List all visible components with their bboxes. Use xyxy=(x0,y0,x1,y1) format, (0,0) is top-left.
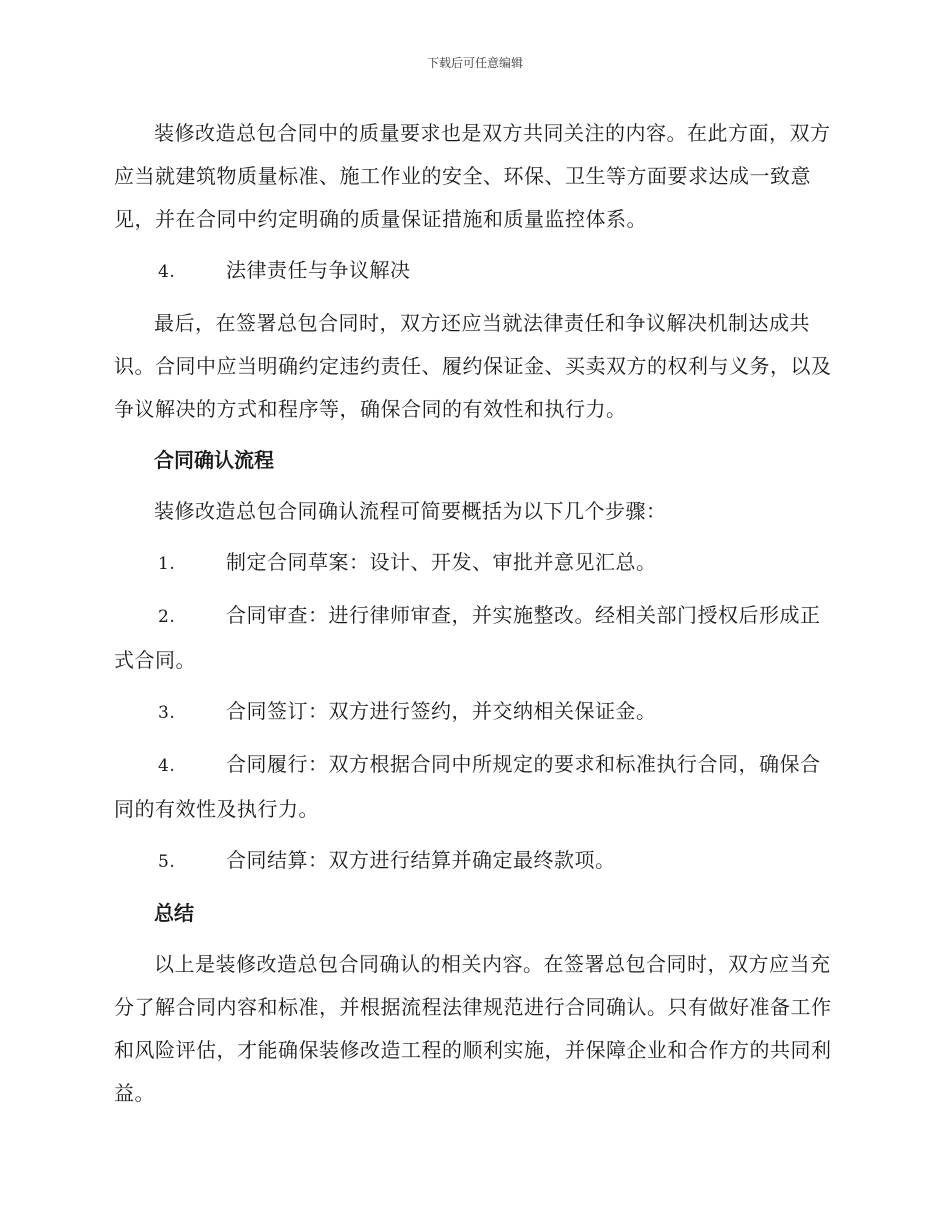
step-number: 2. xyxy=(158,607,176,627)
step-number: 4. xyxy=(158,756,176,776)
step-text: 制定合同草案：设计、开发、审批并意见汇总。 xyxy=(226,550,657,574)
paragraph-summary: 以上是装修改造总包合同确认的相关内容。在签署总包合同时，双方应当充分了解合同内容和标准，并根据流程法律规范进行合同确认。只有做好准备工作和风险评估，才能确保装修改造工程的顺利实施，并保障企业和合作方的共同利益。 xyxy=(114,952,832,1105)
step-item xyxy=(114,743,834,831)
step-item xyxy=(114,690,834,735)
step-text: 合同履行：双方根据合同中所规定的要求和标准执行合同，确保合同的有效性及执行力。 xyxy=(114,752,821,821)
page-header: 下载后可任意编辑 xyxy=(426,56,523,70)
heading-summary: 总结 xyxy=(154,901,194,925)
step-item xyxy=(114,839,834,884)
paragraph-process-intro: 装修改造总包合同确认流程可简要概括为以下几个步骤： xyxy=(154,499,667,523)
step-number: 3. xyxy=(158,703,176,723)
step-number: 5. xyxy=(158,852,176,872)
step-text: 合同签订：双方进行签约，并交纳相关保证金。 xyxy=(226,699,657,723)
paragraph-legal-liability: 最后，在签署总包合同时，双方还应当就法律责任和争议解决机制达成共识。合同中应当明确约定违约责任、履约保证金、买卖双方的权利与义务，以及争议解决的方式和程序等，确保合同的有效性和执行力。 xyxy=(114,311,832,421)
section-number: 4. xyxy=(158,262,176,282)
step-item xyxy=(114,594,834,682)
step-number: 1. xyxy=(158,554,176,574)
step-item xyxy=(114,541,834,586)
section-title: 法律责任与争议解决 xyxy=(226,258,411,282)
paragraph-quality-requirements: 装修改造总包合同中的质量要求也是双方共同关注的内容。在此方面，双方应当就建筑物质量标准、施工作业的安全、环保、卫生等方面要求达成一致意见，并在合同中约定明确的质量保证措施和质量监控体系。 xyxy=(114,121,831,231)
step-text: 合同结算：双方进行结算并确定最终款项。 xyxy=(226,848,616,872)
document-body xyxy=(114,112,834,1123)
step-text: 合同审查：进行律师审查，并实施整改。经相关部门授权后形成正式合同。 xyxy=(114,603,821,672)
heading-contract-confirmation: 合同确认流程 xyxy=(154,448,274,472)
section-item-legal-liability xyxy=(114,249,834,294)
